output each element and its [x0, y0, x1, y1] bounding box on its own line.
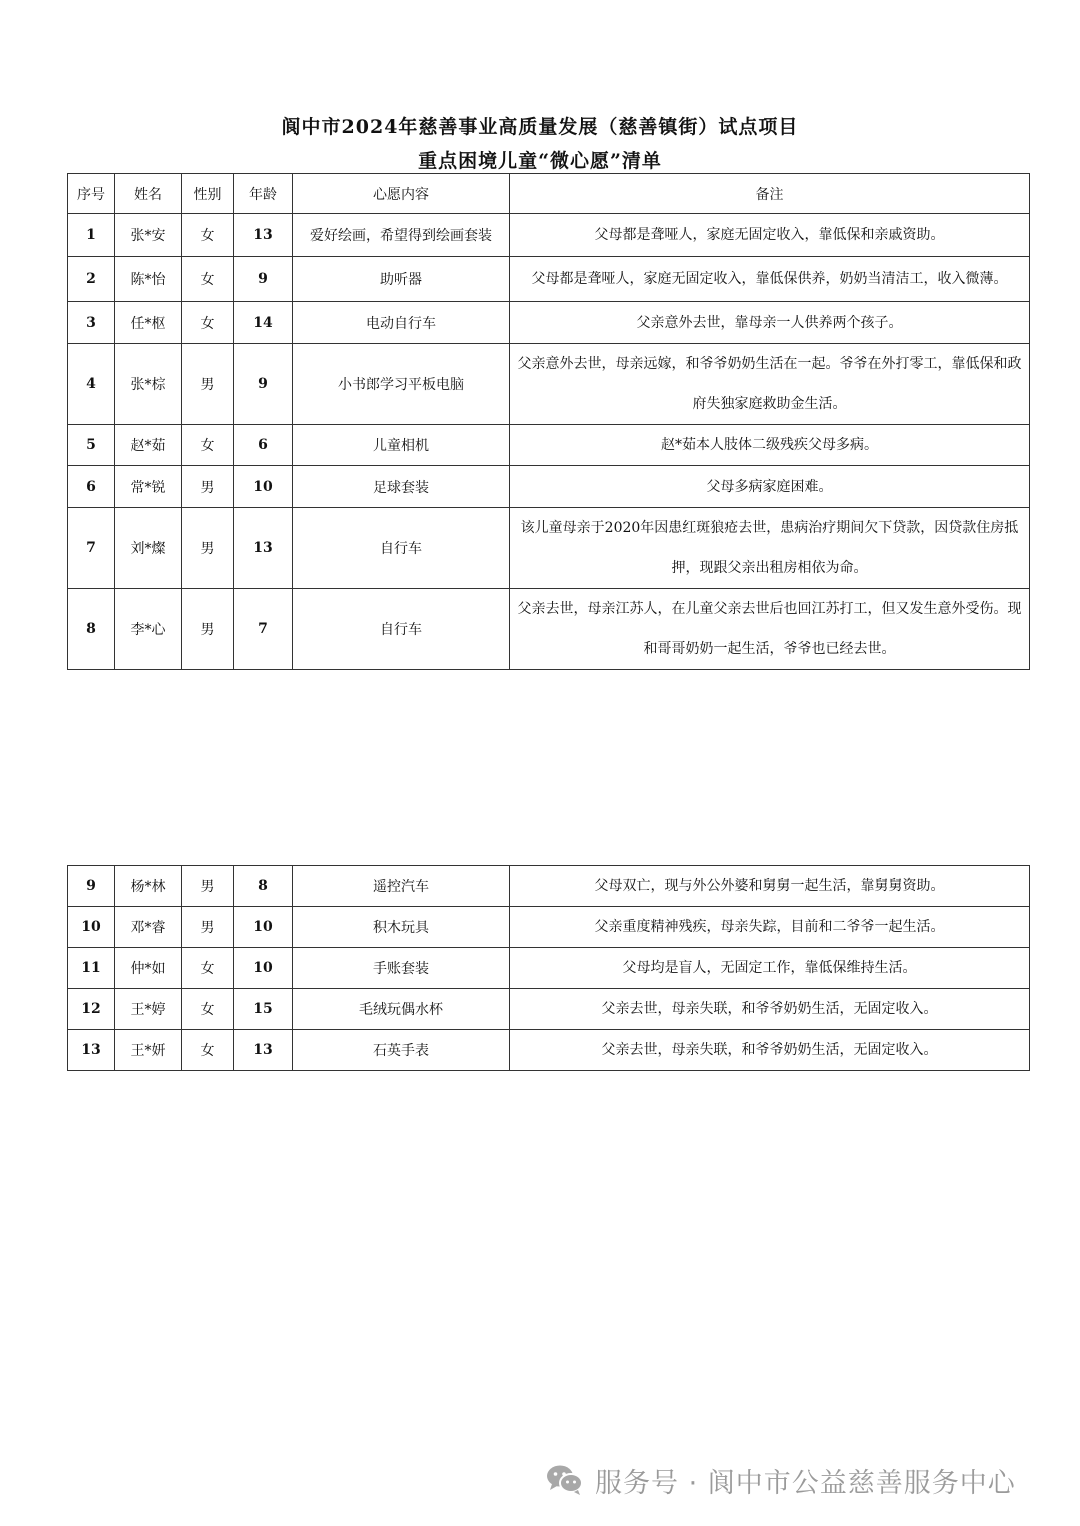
cell-no: 11: [68, 948, 115, 989]
cell-note: 父亲重度精神残疾，母亲失踪，目前和二爷爷一起生活。: [510, 907, 1030, 948]
cell-age: 9: [234, 257, 293, 302]
cell-note: 父亲去世，母亲失联，和爷爷奶奶生活，无固定收入。: [510, 1030, 1030, 1071]
cell-name: 王*婷: [115, 989, 182, 1030]
header-gender: 性别: [182, 174, 234, 214]
cell-gender: 男: [182, 907, 234, 948]
cell-no: 2: [68, 257, 115, 302]
cell-name: 陈*怡: [115, 257, 182, 302]
cell-gender: 男: [182, 589, 234, 670]
cell-gender: 女: [182, 302, 234, 344]
cell-name: 李*心: [115, 589, 182, 670]
cell-gender: 女: [182, 257, 234, 302]
cell-gender: 男: [182, 344, 234, 425]
table-row: [68, 466, 1030, 508]
table-row: [68, 989, 1030, 1030]
cell-name: 刘*燦: [115, 508, 182, 589]
cell-age: 8: [234, 866, 293, 907]
cell-age: 10: [234, 466, 293, 508]
cell-no: 9: [68, 866, 115, 907]
cell-note: 父亲意外去世，母亲远嫁，和爷爷奶奶生活在一起。爷爷在外打零工，靠低保和政府失独家庭救助金生活。: [510, 344, 1030, 425]
cell-age: 10: [234, 907, 293, 948]
header-note: 备注: [510, 174, 1030, 214]
table-row: [68, 257, 1030, 302]
cell-note: 父母都是聋哑人，家庭无固定收入，靠低保供养，奶奶当清洁工，收入微薄。: [510, 257, 1030, 302]
cell-no: 10: [68, 907, 115, 948]
cell-name: 赵*茹: [115, 425, 182, 466]
header-age: 年龄: [234, 174, 293, 214]
cell-wish: 小书郎学习平板电脑: [293, 344, 510, 425]
table-header-row: [68, 174, 1030, 214]
cell-name: 仲*如: [115, 948, 182, 989]
cell-gender: 女: [182, 1030, 234, 1071]
cell-note: 父母均是盲人，无固定工作，靠低保维持生活。: [510, 948, 1030, 989]
cell-gender: 女: [182, 948, 234, 989]
cell-name: 王*妍: [115, 1030, 182, 1071]
header-no: 序号: [68, 174, 115, 214]
cell-wish: 自行车: [293, 589, 510, 670]
cell-note: 父亲去世，母亲失联，和爷爷奶奶生活，无固定收入。: [510, 989, 1030, 1030]
cell-note: 父亲去世，母亲江苏人，在儿童父亲去世后也回江苏打工，但又发生意外受伤。现和哥哥奶奶一起生活，爷爷也已经去世。: [510, 589, 1030, 670]
cell-note: 父母都是聋哑人，家庭无固定收入，靠低保和亲戚资助。: [510, 214, 1030, 257]
cell-no: 4: [68, 344, 115, 425]
cell-wish: 足球套装: [293, 466, 510, 508]
cell-no: 3: [68, 302, 115, 344]
cell-gender: 男: [182, 866, 234, 907]
header-wish: 心愿内容: [293, 174, 510, 214]
table-row: [68, 907, 1030, 948]
cell-gender: 女: [182, 214, 234, 257]
cell-name: 任*枢: [115, 302, 182, 344]
cell-gender: 男: [182, 508, 234, 589]
cell-no: 1: [68, 214, 115, 257]
watermark-text: 服务号 · 阆中市公益慈善服务中心: [595, 1467, 1016, 1499]
document-subtitle: 重点困境儿童“微心愿”清单: [418, 150, 662, 172]
cell-note: 父亲意外去世，靠母亲一人供养两个孩子。: [510, 302, 1030, 344]
cell-note: 父母双亡，现与外公外婆和舅舅一起生活，靠舅舅资助。: [510, 866, 1030, 907]
document-title: 阆中市2024年慈善事业高质量发展（慈善镇街）试点项目: [281, 116, 799, 138]
cell-name: 常*锐: [115, 466, 182, 508]
cell-age: 14: [234, 302, 293, 344]
cell-age: 13: [234, 508, 293, 589]
cell-no: 6: [68, 466, 115, 508]
table-row: [68, 589, 1030, 670]
cell-gender: 女: [182, 989, 234, 1030]
cell-age: 9: [234, 344, 293, 425]
watermark: [545, 1455, 1016, 1505]
table-row: [68, 344, 1030, 425]
table-row: [68, 302, 1030, 344]
cell-note: 父母多病家庭困难。: [510, 466, 1030, 508]
cell-wish: 爱好绘画，希望得到绘画套装: [293, 214, 510, 257]
cell-name: 杨*林: [115, 866, 182, 907]
cell-age: 13: [234, 1030, 293, 1071]
cell-wish: 毛绒玩偶水杯: [293, 989, 510, 1030]
cell-no: 5: [68, 425, 115, 466]
cell-note: 该儿童母亲于2020年因患红斑狼疮去世，患病治疗期间欠下贷款，因贷款住房抵押，现跟父亲出租房相依为命。: [510, 508, 1030, 589]
cell-wish: 手账套装: [293, 948, 510, 989]
cell-wish: 石英手表: [293, 1030, 510, 1071]
cell-no: 8: [68, 589, 115, 670]
cell-age: 6: [234, 425, 293, 466]
cell-wish: 助听器: [293, 257, 510, 302]
table-row: [68, 1030, 1030, 1071]
table-row: [68, 214, 1030, 257]
cell-no: 7: [68, 508, 115, 589]
cell-wish: 自行车: [293, 508, 510, 589]
cell-age: 15: [234, 989, 293, 1030]
cell-note: 赵*茹本人肢体二级残疾父母多病。: [510, 425, 1030, 466]
cell-wish: 积木玩具: [293, 907, 510, 948]
cell-name: 邓*睿: [115, 907, 182, 948]
cell-wish: 儿童相机: [293, 425, 510, 466]
table-row: [68, 948, 1030, 989]
cell-age: 13: [234, 214, 293, 257]
cell-gender: 男: [182, 466, 234, 508]
header-name: 姓名: [115, 174, 182, 214]
cell-age: 10: [234, 948, 293, 989]
table-row: [68, 866, 1030, 907]
table-row: [68, 425, 1030, 466]
cell-gender: 女: [182, 425, 234, 466]
wish-list-table-page2: [67, 865, 1030, 1071]
wechat-icon: [545, 1463, 585, 1497]
cell-wish: 遥控汽车: [293, 866, 510, 907]
cell-name: 张*棕: [115, 344, 182, 425]
cell-name: 张*安: [115, 214, 182, 257]
cell-no: 12: [68, 989, 115, 1030]
cell-age: 7: [234, 589, 293, 670]
wish-list-table-page1: [67, 173, 1030, 670]
table-row: [68, 508, 1030, 589]
cell-wish: 电动自行车: [293, 302, 510, 344]
cell-no: 13: [68, 1030, 115, 1071]
